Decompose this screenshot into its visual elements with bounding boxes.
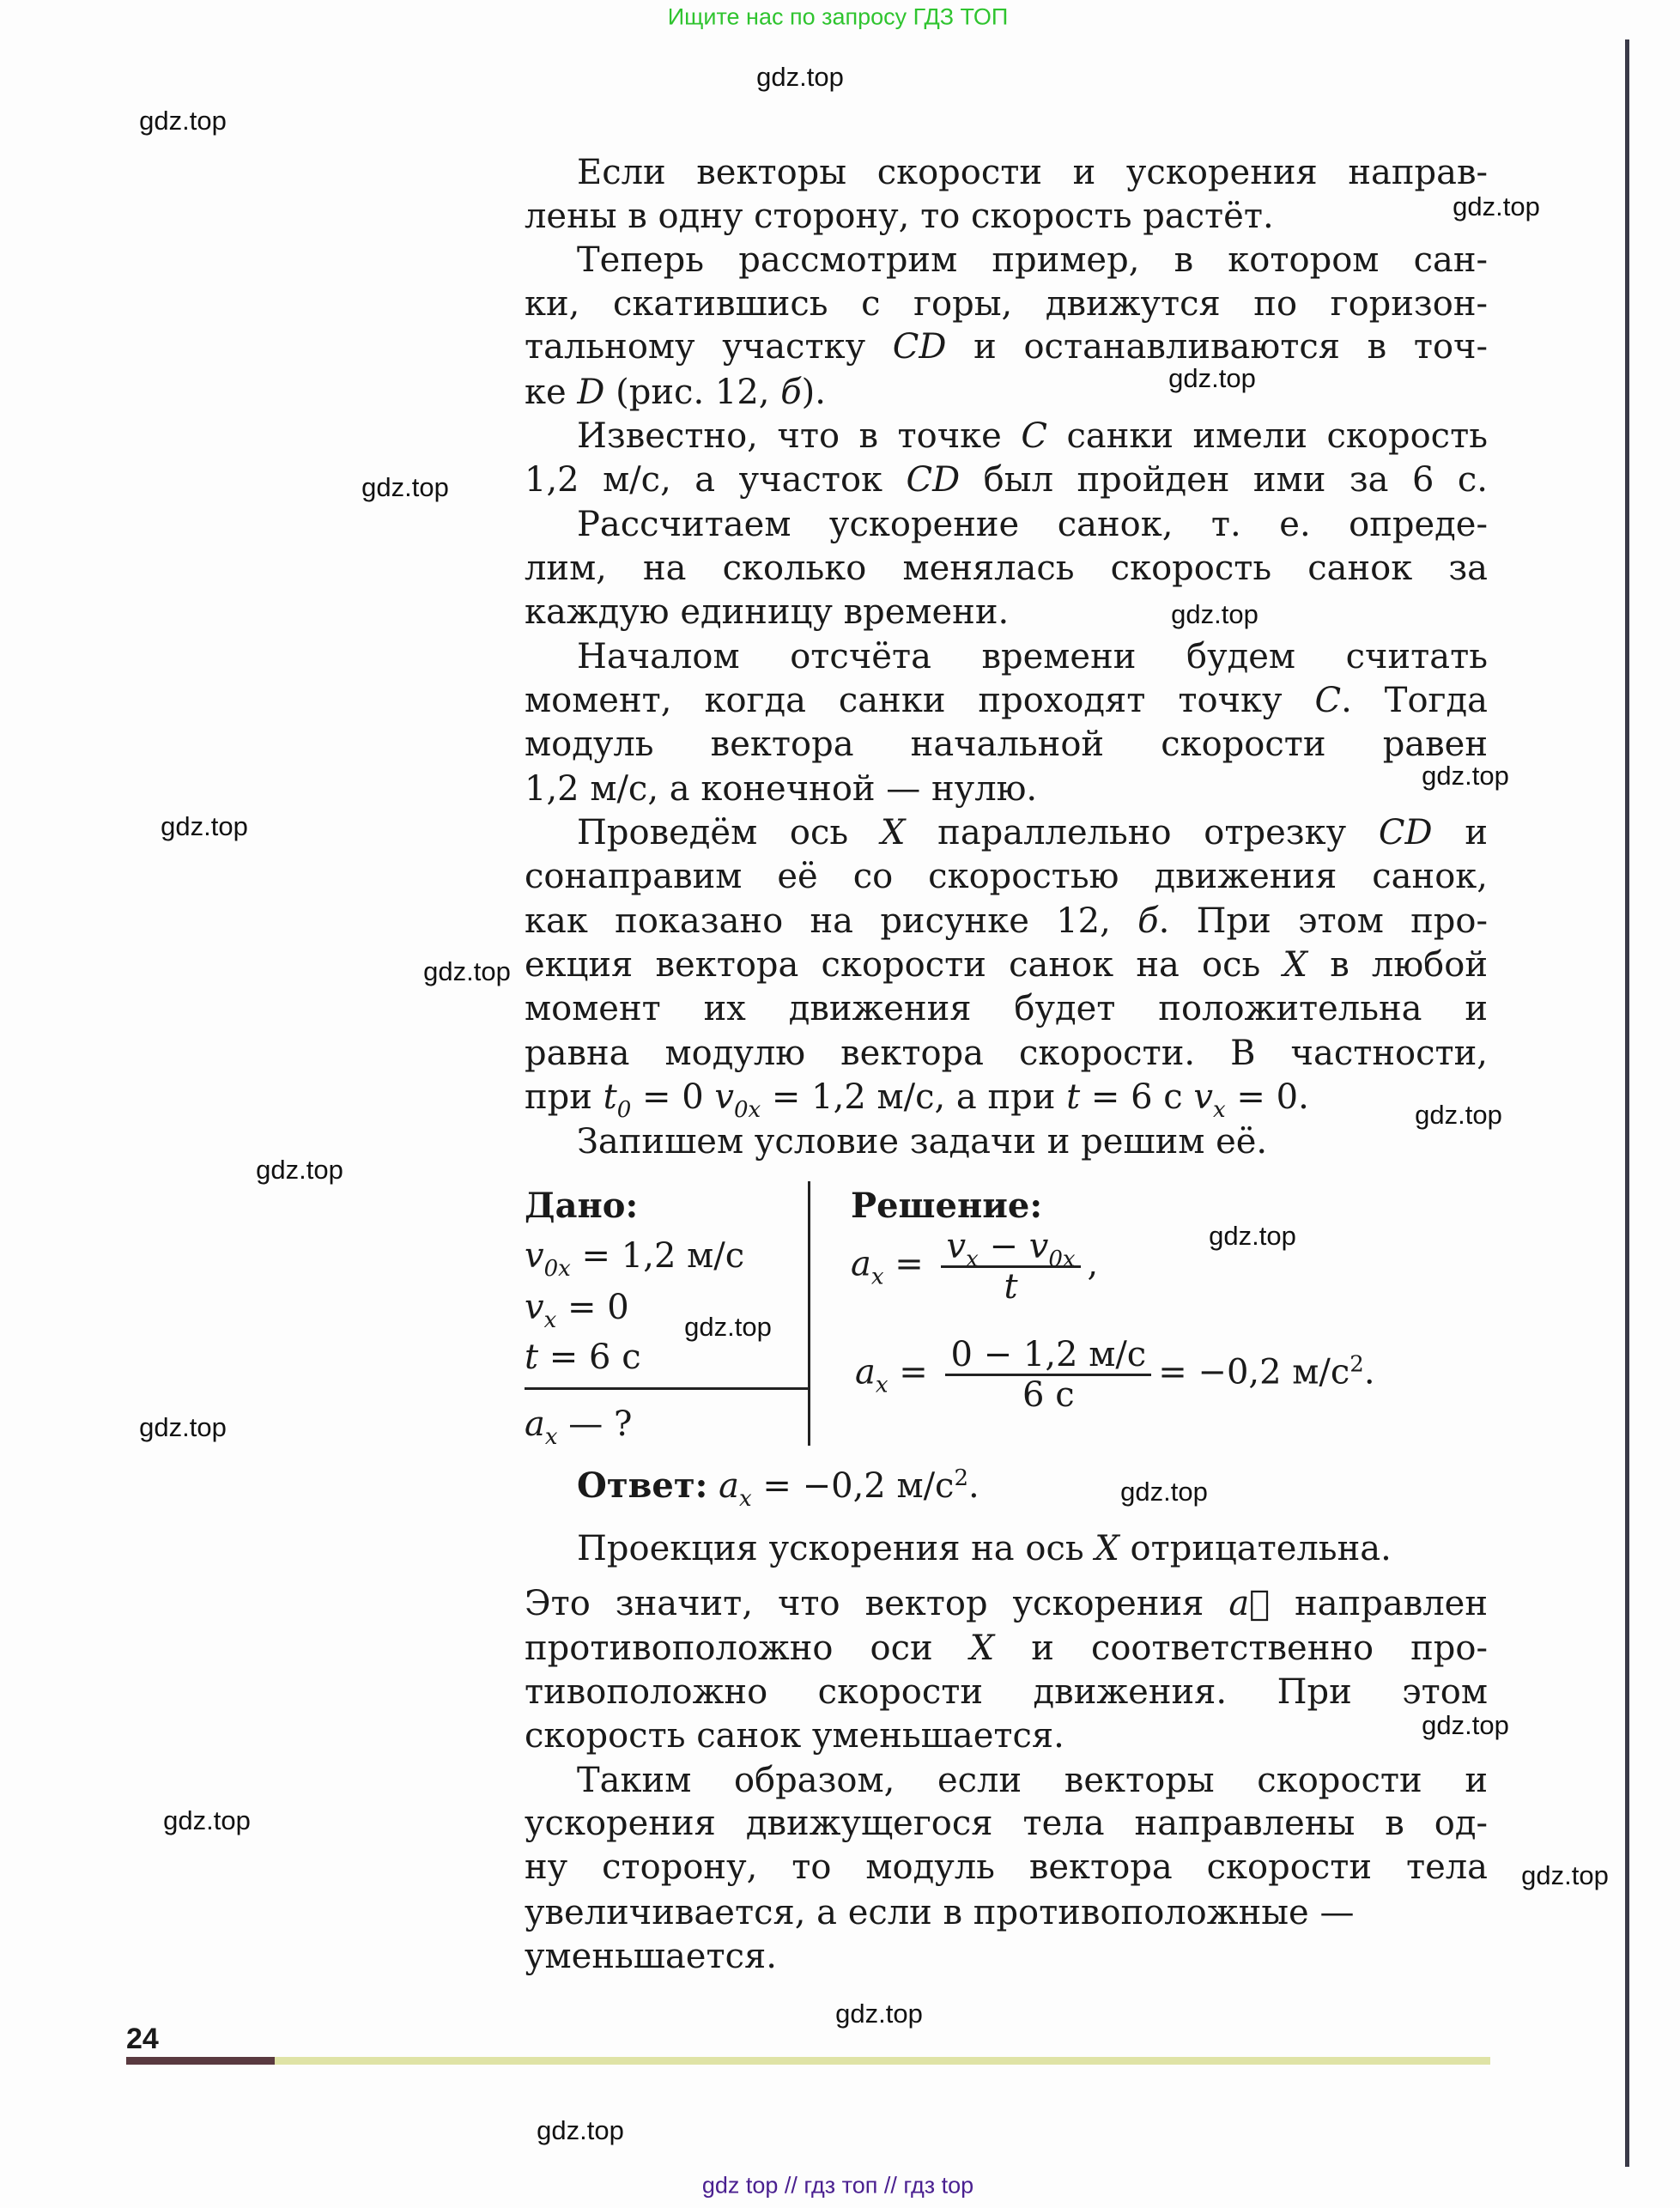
body-line — [525, 1032, 1488, 1075]
watermark: gdz.top — [1422, 761, 1509, 791]
answer-var: a — [719, 1466, 739, 1506]
body-line — [525, 1671, 1488, 1714]
text-run: Рассчитаем ускорение санок, т. е. опреде- — [577, 505, 1488, 544]
body-line — [525, 1846, 1488, 1889]
body-line — [577, 1120, 1488, 1163]
answer-sub: x — [739, 1486, 752, 1512]
given-title: Дано: — [525, 1186, 639, 1226]
watermark: gdz.top — [684, 1312, 772, 1342]
math-var: X — [880, 813, 906, 852]
answer-label: Ответ: — [577, 1465, 708, 1506]
math-var: CD — [892, 327, 947, 367]
answer-value: = −0,2 м/с — [751, 1466, 955, 1506]
math-subscript: x — [543, 1307, 557, 1333]
watermark: gdz.top — [1422, 1710, 1509, 1740]
top-banner[interactable]: Ищите нас по запросу ГДЗ ТОП — [667, 3, 1009, 30]
math-var: a⃗ — [1228, 1584, 1271, 1623]
math-var: X — [1283, 945, 1307, 985]
watermark: gdz.top — [161, 811, 248, 841]
given-item — [525, 1286, 629, 1333]
text-run: Это значит, что вектор ускорения — [525, 1584, 1229, 1623]
solution-divider — [808, 1181, 810, 1446]
watermark: gdz.top — [756, 62, 844, 92]
text-run: Если векторы скорости и ускорения направ- — [577, 153, 1488, 192]
text-run: 1,2 м/с, а участок — [525, 460, 907, 500]
body-line — [525, 325, 1488, 368]
text-run: в любой — [1307, 945, 1488, 985]
text-run: санки имели скорость — [1046, 416, 1488, 456]
body-line — [577, 415, 1488, 458]
text-run: ну сторону, то модуль вектора скорости тела — [525, 1847, 1488, 1887]
body-line — [525, 458, 1488, 501]
text-run: Запишем условие задачи и решим её. — [577, 1122, 1268, 1162]
fraction — [945, 1336, 1151, 1414]
watermark: gdz.top — [1415, 1100, 1502, 1130]
watermark: gdz.top — [1521, 1860, 1609, 1890]
body-line — [525, 855, 1488, 898]
text-run: — ? — [557, 1404, 633, 1444]
watermark: gdz.top — [163, 1805, 251, 1835]
text-run: каждую единицу времени. — [525, 592, 1010, 632]
fraction — [941, 1228, 1080, 1306]
body-line — [525, 1627, 1488, 1670]
body-line — [525, 1714, 1488, 1757]
text-run: . При этом про- — [1158, 901, 1488, 941]
text-run: отрицательна. — [1119, 1529, 1392, 1568]
watermark: gdz.top — [1168, 363, 1256, 393]
text-run: Теперь рассмотрим пример, в котором сан- — [577, 240, 1488, 280]
text-run: Таким образом, если векторы скорости и — [577, 1761, 1488, 1800]
body-line — [525, 1802, 1488, 1845]
math-var: t — [603, 1077, 617, 1117]
bottom-banner[interactable]: gdz top // гдз топ // гдз top — [701, 2172, 974, 2199]
math-var: б — [1137, 901, 1159, 941]
text-run: 1,2 м/с, а конечной — нулю. — [525, 769, 1038, 809]
text-run: лены в одну сторону, то скорость растёт. — [525, 197, 1274, 236]
text-run: Известно, что в точке — [577, 416, 1022, 456]
body-line — [525, 282, 1488, 325]
given-item — [525, 1234, 745, 1282]
text-run: и соответственно про- — [994, 1629, 1488, 1668]
math-var: v — [1193, 1077, 1214, 1117]
text-run: уменьшается. — [525, 1937, 777, 1976]
body-line — [525, 679, 1488, 722]
text-run: и останавливаются в точ- — [946, 327, 1488, 367]
math-var: CD — [906, 460, 961, 500]
text-run: и — [1432, 813, 1488, 852]
body-line — [525, 1935, 1488, 1978]
footer-rule — [275, 2057, 1490, 2065]
math-var: v — [714, 1077, 734, 1117]
text-run: = 6 с — [538, 1338, 641, 1377]
math-var: v — [525, 1236, 544, 1276]
formula-tail: . — [1363, 1352, 1375, 1392]
denominator: 6 с — [1022, 1375, 1075, 1415]
text-run: ускорения движущегося тела направлены в од- — [525, 1804, 1488, 1843]
text-run: = 0 — [631, 1077, 715, 1117]
text-run: Проведём ось — [577, 813, 881, 852]
text-run: = 6 с — [1080, 1077, 1194, 1117]
body-line — [525, 723, 1488, 766]
math-subscript: x — [544, 1424, 558, 1450]
math-var: t — [525, 1338, 539, 1377]
numerator: $v_x - v_{0x}$ — [941, 1228, 1080, 1268]
text-run: ке — [525, 373, 578, 412]
body-line — [525, 195, 1488, 238]
formula-sup: 2 — [1349, 1351, 1364, 1378]
page-number: 24 — [126, 2023, 159, 2055]
text-run: сонаправим её со скоростью движения санок, — [525, 857, 1488, 896]
answer-line — [577, 1465, 979, 1512]
answer-sup: 2 — [954, 1465, 968, 1491]
formula-result: = −0,2 м/с — [1158, 1352, 1350, 1392]
body-line — [577, 503, 1488, 546]
text-run: тальному участку — [525, 327, 893, 367]
watermark: gdz.top — [537, 2115, 624, 2145]
denominator: t — [1004, 1267, 1018, 1307]
body-line — [525, 900, 1488, 943]
given-item — [525, 1336, 641, 1379]
text-run: екция вектора скорости санок на ось — [525, 945, 1283, 985]
page-edge — [1625, 39, 1629, 2167]
text-run: при — [525, 1077, 603, 1117]
text-run: тивоположно скорости движения. При этом — [525, 1672, 1488, 1712]
formula-tail: , — [1087, 1244, 1099, 1284]
solution-title: Решение: — [851, 1186, 1043, 1226]
text-run: противоположно оси — [525, 1629, 970, 1668]
formula-sub: x — [875, 1372, 889, 1398]
watermark: gdz.top — [139, 106, 227, 136]
text-run: = 0. — [1225, 1077, 1309, 1117]
watermark: gdz.top — [835, 1999, 923, 2029]
watermark: gdz.top — [256, 1155, 343, 1185]
body-line — [577, 635, 1488, 678]
math-var: X — [969, 1629, 995, 1668]
body-line — [525, 987, 1488, 1030]
footer-rule-accent — [126, 2057, 275, 2065]
math-var: C — [1314, 681, 1342, 720]
body-line — [525, 547, 1488, 590]
text-run: параллельно отрезку — [905, 813, 1379, 852]
text-run: момент их движения будет положительна и — [525, 989, 1488, 1028]
text-run: как показано на рисунке 12, — [525, 901, 1138, 941]
text-run: ки, скатившись с горы, движутся по горизон- — [525, 284, 1488, 324]
text-run: = 1,2 м/с, а при — [761, 1077, 1067, 1117]
text-run: увеличивается, а если в противоположные — — [525, 1893, 1355, 1932]
text-run: Проекция ускорения на ось — [577, 1529, 1095, 1568]
body-line — [525, 371, 1488, 414]
body-line — [525, 1076, 1488, 1123]
math-var: CD — [1378, 813, 1433, 852]
watermark: gdz.top — [423, 956, 511, 986]
math-var: a — [525, 1404, 545, 1444]
text-run: лим, на сколько менялась скорость санок за — [525, 549, 1488, 588]
formula-sub: x — [870, 1264, 884, 1290]
watermark: gdz.top — [361, 472, 449, 502]
watermark: gdz.top — [1209, 1221, 1296, 1251]
watermark: gdz.top — [1453, 191, 1540, 221]
math-subscript: 0x — [733, 1097, 761, 1123]
body-line — [577, 151, 1488, 194]
text-run: . Тогда — [1341, 681, 1488, 720]
body-line — [577, 1527, 1488, 1570]
text-run: = 1,2 м/с — [570, 1236, 745, 1276]
text-run: был пройден ими за 6 с. — [960, 460, 1489, 500]
math-var: б — [780, 373, 802, 412]
body-line — [577, 1759, 1488, 1802]
body-line — [577, 811, 1488, 854]
text-run: = 0 — [556, 1288, 629, 1327]
body-line — [525, 767, 1488, 810]
watermark: gdz.top — [1120, 1477, 1208, 1507]
given-divider — [525, 1387, 809, 1390]
text-run: модуль вектора начальной скорости равен — [525, 725, 1488, 764]
formula-numeric: $a_x$ = $\frac{0 - 1,2 м/с}{6 с}$ = −0,2 $м/с^2$. — [855, 1335, 1375, 1415]
find-item — [525, 1403, 633, 1450]
body-line — [525, 1582, 1488, 1625]
watermark: gdz.top — [1171, 599, 1258, 629]
math-var: X — [1095, 1529, 1119, 1568]
math-subscript: 0 — [616, 1097, 632, 1123]
text-run: скорость санок уменьшается. — [525, 1716, 1064, 1756]
numerator: 0 − 1,2 м/с — [945, 1336, 1151, 1376]
text-run: ). — [801, 373, 826, 412]
math-var: v — [525, 1288, 544, 1327]
math-var: D — [577, 373, 605, 412]
math-var: C — [1021, 416, 1047, 456]
body-line — [577, 239, 1488, 282]
text-run: Началом отсчёта времени будем считать — [577, 637, 1488, 676]
text-run: равна модулю вектора скорости. В частности, — [525, 1034, 1488, 1073]
body-line — [525, 591, 1488, 634]
formula-var: a — [851, 1244, 871, 1284]
math-subscript: x — [1213, 1097, 1226, 1123]
answer-tail: . — [968, 1466, 979, 1506]
text-run: направлен — [1270, 1584, 1488, 1623]
text-run: момент, когда санки проходят точку — [525, 681, 1315, 720]
formula-general: $a_x$ = $\frac{v_x - v_{0x}}{t}$ , — [851, 1227, 1099, 1307]
body-line — [525, 1891, 1488, 1934]
body-line — [525, 943, 1488, 986]
math-var: t — [1066, 1077, 1081, 1117]
formula-var: a — [855, 1352, 876, 1392]
text-run: (рис. 12, — [604, 373, 781, 412]
math-subscript: 0x — [543, 1256, 571, 1282]
watermark: gdz.top — [139, 1412, 227, 1442]
